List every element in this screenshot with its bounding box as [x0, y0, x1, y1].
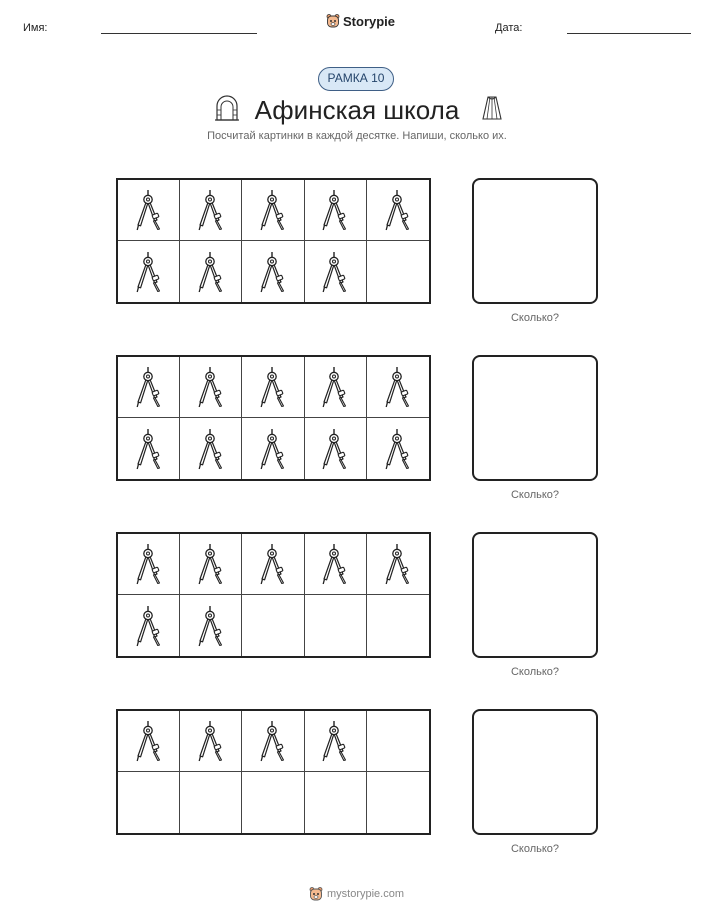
- compass-icon: [319, 541, 351, 587]
- compass-icon: [195, 364, 227, 410]
- compass-icon: [195, 187, 227, 233]
- ten-frame-cell: [305, 772, 367, 833]
- compass-icon: [319, 426, 351, 472]
- compass-icon: [133, 603, 165, 649]
- ten-frame-cell: [118, 711, 180, 772]
- ten-frame-cell: [242, 772, 304, 833]
- ten-frame-cell: [180, 180, 242, 241]
- compass-icon: [257, 426, 289, 472]
- compass-icon: [382, 541, 414, 587]
- how-many-label: Сколько?: [510, 489, 560, 501]
- how-many-label: Сколько?: [510, 312, 560, 324]
- ten-frame-cell: [367, 595, 429, 656]
- compass-icon: [195, 541, 227, 587]
- ten-frame-cell: [180, 772, 242, 833]
- page-title: Афинская школа: [254, 95, 460, 125]
- ten-frame-cell: [305, 534, 367, 595]
- ten-frame-cell: [242, 357, 304, 418]
- date-label: Дата:: [495, 22, 523, 34]
- compass-icon: [319, 364, 351, 410]
- ten-frame-cell: [305, 357, 367, 418]
- answer-box[interactable]: [472, 532, 598, 658]
- compass-icon: [257, 249, 289, 295]
- compass-icon: [257, 718, 289, 764]
- compass-icon: [133, 187, 165, 233]
- ten-frame-cell: [180, 711, 242, 772]
- compass-icon: [133, 364, 165, 410]
- ten-frame-cell: [242, 418, 304, 479]
- frame-badge: РАМКА 10: [318, 67, 394, 91]
- compass-icon: [257, 187, 289, 233]
- compass-icon: [195, 249, 227, 295]
- ten-frame-cell: [305, 711, 367, 772]
- footer-site: mystorypie.com: [327, 888, 405, 900]
- name-label: Имя:: [23, 22, 48, 34]
- ten-frame-cell: [118, 180, 180, 241]
- ten-frame-cell: [242, 241, 304, 302]
- ten-frame-cell: [242, 180, 304, 241]
- compass-icon: [133, 718, 165, 764]
- ten-frame-cell: [305, 241, 367, 302]
- ten-frame-cell: [180, 534, 242, 595]
- compass-icon: [319, 718, 351, 764]
- name-line[interactable]: [101, 33, 257, 34]
- ten-frame-cell: [367, 241, 429, 302]
- ten-frame-cell: [242, 711, 304, 772]
- how-many-label: Сколько?: [510, 666, 560, 678]
- ten-frame-cell: [367, 180, 429, 241]
- compass-icon: [133, 249, 165, 295]
- compass-icon: [257, 364, 289, 410]
- ten-frame-cell: [367, 772, 429, 833]
- ten-frame-cell: [180, 241, 242, 302]
- ten-frame-cell: [118, 772, 180, 833]
- ten-frame-cell: [305, 180, 367, 241]
- ten-frame-cell: [367, 418, 429, 479]
- ten-frame: [116, 532, 431, 658]
- answer-box[interactable]: [472, 178, 598, 304]
- compass-icon: [382, 426, 414, 472]
- ten-frame-cell: [367, 534, 429, 595]
- compass-icon: [319, 187, 351, 233]
- ten-frame-cell: [180, 595, 242, 656]
- compass-icon: [195, 426, 227, 472]
- ten-frame-cell: [242, 595, 304, 656]
- brand-logo: [326, 13, 395, 29]
- ten-frame-cell: [305, 418, 367, 479]
- ten-frame-cell: [118, 534, 180, 595]
- ten-frame: [116, 709, 431, 835]
- bear-mascot-icon: [308, 886, 324, 902]
- answer-box[interactable]: [472, 355, 598, 481]
- compass-icon: [195, 603, 227, 649]
- ten-frame-cell: [180, 418, 242, 479]
- ten-frame-cell: [242, 534, 304, 595]
- compass-icon: [319, 249, 351, 295]
- answer-box[interactable]: [472, 709, 598, 835]
- compass-icon: [382, 187, 414, 233]
- brand-name: Storypie: [343, 13, 396, 29]
- footer: [308, 886, 404, 902]
- compass-icon: [133, 541, 165, 587]
- ten-frame: [116, 178, 431, 304]
- cloak-icon: [481, 94, 503, 122]
- ten-frame-cell: [367, 711, 429, 772]
- compass-icon: [133, 426, 165, 472]
- ten-frame-cell: [367, 357, 429, 418]
- compass-icon: [257, 541, 289, 587]
- ten-frame-cell: [118, 357, 180, 418]
- bear-mascot-icon: [326, 13, 340, 29]
- compass-icon: [382, 364, 414, 410]
- ten-frame: [116, 355, 431, 481]
- ten-frame-cell: [180, 357, 242, 418]
- how-many-label: Сколько?: [510, 843, 560, 855]
- ten-frame-cell: [118, 241, 180, 302]
- date-line[interactable]: [567, 33, 691, 34]
- compass-icon: [195, 718, 227, 764]
- instructions: Посчитай картинки в каждой десятке. Напиши, сколько их.: [207, 130, 507, 142]
- ten-frame-cell: [118, 418, 180, 479]
- ten-frame-cell: [305, 595, 367, 656]
- ten-frame-cell: [118, 595, 180, 656]
